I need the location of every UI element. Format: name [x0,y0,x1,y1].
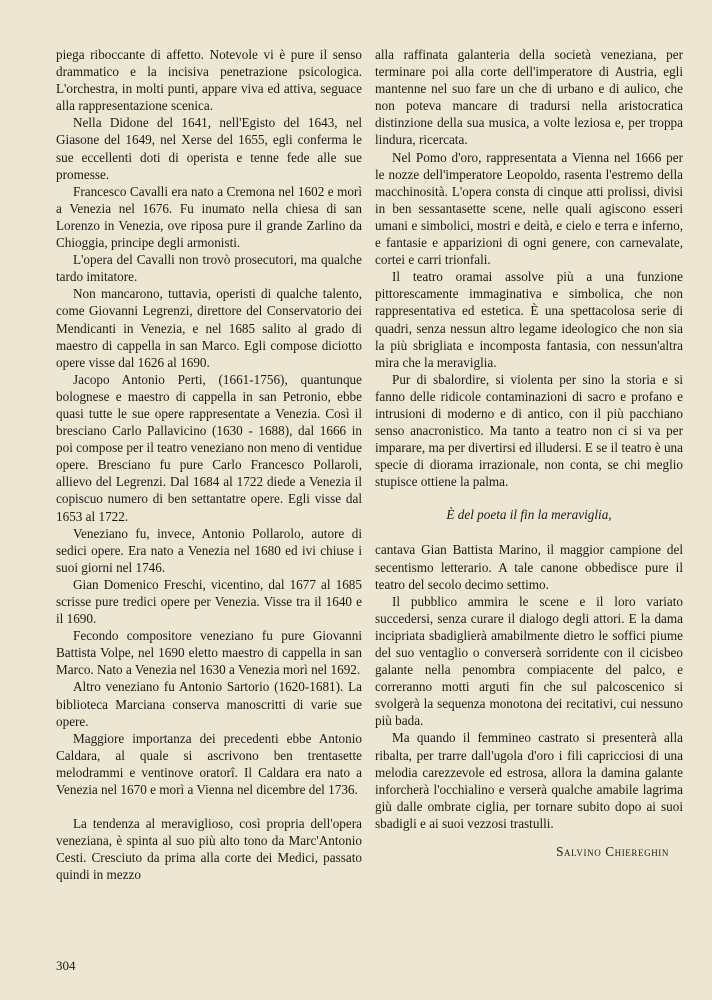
paragraph: Veneziano fu, invece, Antonio Pollarolo, autore di sedici opere. Era nato a Venezia nel 1680 ed ivi chiuse i suoi giorni nel 1746. [56,525,362,575]
paragraph: Francesco Cavalli era nato a Cremona nel 1602 e morì a Venezia nel 1676. Fu inumato nella chiesa di san Lorenzo in Venezia, ove riposa pure il grande Zarlino da Chioggia, principe degli armonisti. [56,183,362,251]
paragraph: cantava Gian Battista Marino, il maggior campione del secentismo letterario. A tale canone obbedisce pure il teatro del secolo decimo settimo. [375,542,683,592]
verse-quote: È del poeta il fin la meraviglia, [446,507,612,523]
paragraph: Gian Domenico Freschi, vicentino, dal 1677 al 1685 scrisse pure tredici opere per Venezia. Visse tra il 1640 e il 1690. [56,576,362,627]
page-number: 304 [56,958,76,973]
author-signature: Salvino Chiereghin [556,844,669,860]
paragraph: La tendenza al meraviglioso, così propria dell'opera veneziana, è spinta al suo più alto tono da Marc'Antonio Cesti. Cresciuto da prima alla corte dei Medici, passato quindi in mezzo [56,816,362,883]
paragraph: Nella Didone del 1641, nell'Egisto del 1643, nel Giasone del 1649, nel Xerse del 1655, egli conferma le sue eccellenti doti di operista e tenne fede alle sue promesse. [56,115,362,182]
paragraph: Maggiore importanza dei precedenti ebbe Antonio Caldara, al quale si ascrivono ben trentasette melodrammi e ventinove oratorî. Il Caldara era nato a Venezia nel 1670 e morì a Vienna nel dicembre del 1736. [56,730,362,798]
left-column [56,46,362,884]
paragraph: Il pubblico ammira le scene e il loro variato succedersi, senza curare il dialogo degli attori. E la dama incipriata sbadiglierà amabilmente dietro le soffici piume del suo ventaglio o converserà sorridente con il cicisbeo galante nella penombra compiacente del palco, e correranno motti arguti fin che sul palcoscenico si svolgerà la sequenza monotona dei recitativi, cui nessuno più bada. [375,593,683,729]
paragraph: alla raffinata galanteria della società veneziana, per terminare poi alla corte dell'imperatore di Austria, egli mantenne nel suo fare un che di urbano e di aulico, che non poteva mancare di tradursi nella aristocratica distinzione della sua musica, a volte leziosa e, per troppa lindura, ricercata. [375,47,683,148]
paragraph: Nel Pomo d'oro, rappresentata a Vienna nel 1666 per le nozze dell'imperatore Leopoldo, rasenta l'estremo della macchinosità. L'opera consta di cinque atti prolissi, divisi in ben sessantasette scene, nelle quali agiscono esseri umani e simbolici, mostri e deità, e cielo e terra e inferno, e fantasie e apparizioni di ogni genere, con carnevalate, cortei e carri trionfali. [375,149,683,268]
paragraph: Fecondo compositore veneziano fu pure Giovanni Battista Volpe, nel 1690 eletto maestro di cappella in san Marco. Nato a Venezia nel 1630 a Venezia morì nel 1692. [56,628,362,678]
paragraph: Il teatro oramai assolve più a una funzione pittorescamente immaginativa e simbolica, che non rappresentativa ed estetica. È una spettacolosa serie di quadri, senza nessun altro legame ideologico che non sia la più sbrigliata e incomposta fantasia, con nessun'altra mira che la meraviglia. [375,269,683,370]
paragraph: Non mancarono, tuttavia, operisti di qualche talento, come Giovanni Legrenzi, direttore del Conservatorio dei Mendicanti in Venezia, e nel 1685 salito al grado di maestro di cappella in san Marco. Egli compose diciotto opere visse dal 1626 al 1690. [56,286,362,370]
paragraph: Altro veneziano fu Antonio Sartorio (1620-1681). La biblioteca Marciana conserva manoscritti di varie sue opere. [56,679,362,729]
paragraph: L'opera del Cavalli non trovò prosecutori, ma qualche tardo imitatore. [56,252,362,285]
paragraph: Pur di sbalordire, si violenta per sino la storia e si fanno delle ridicole contaminazioni di sacro e profano e intrusioni di moderno e di antico, con il più pacchiano senso anacronistico. Ma tanto a teatro non ci si va per imparare, ma per divertirsi ed illudersi. E se il teatro è una specie di diorama irrazionale, non conta, se chi meglio stupisce ottiene la palma. [375,371,683,490]
paragraph: Jacopo Antonio Perti, (1661-1756), quantunque bolognese e maestro di cappella in san Petronio, ebbe quasi tutte le sue opere rappresentate a Venezia. Così il bresciano Carlo Pallavicino (1630 - 1688), dal 1666 in poi compose per il teatro veneziano non meno di ventidue opere. Bresciano fu pure Carlo Francesco Pollaroli, allievo del Legrenzi. Dal 1684 al 1722 diede a Venezia il copiscuo numero di ben settantatre opere. Egli visse dal 1653 al 1722. [56,371,362,524]
paragraph: piega riboccante di affetto. Notevole vi è pure il senso drammatico e la incisiva penetrazione psicologica. L'orchestra, in molti punti, appare viva ed attiva, seguace alla rappresentazione scenica. [56,47,362,114]
right-column [375,46,683,860]
paragraph: Ma quando il femmineo castrato si presenterà alla ribalta, per trarre dall'ugola d'oro i fili capricciosi di una melodia carezzevole ed estrosa, allora la damina galante inforcherà l'occhialino e verserà qualche amabile lagrima giù dalle ombrate ciglia, per tornare subito dopo ai suoi sbadigli e ai suoi vezzosi trastulli. [375,730,683,831]
